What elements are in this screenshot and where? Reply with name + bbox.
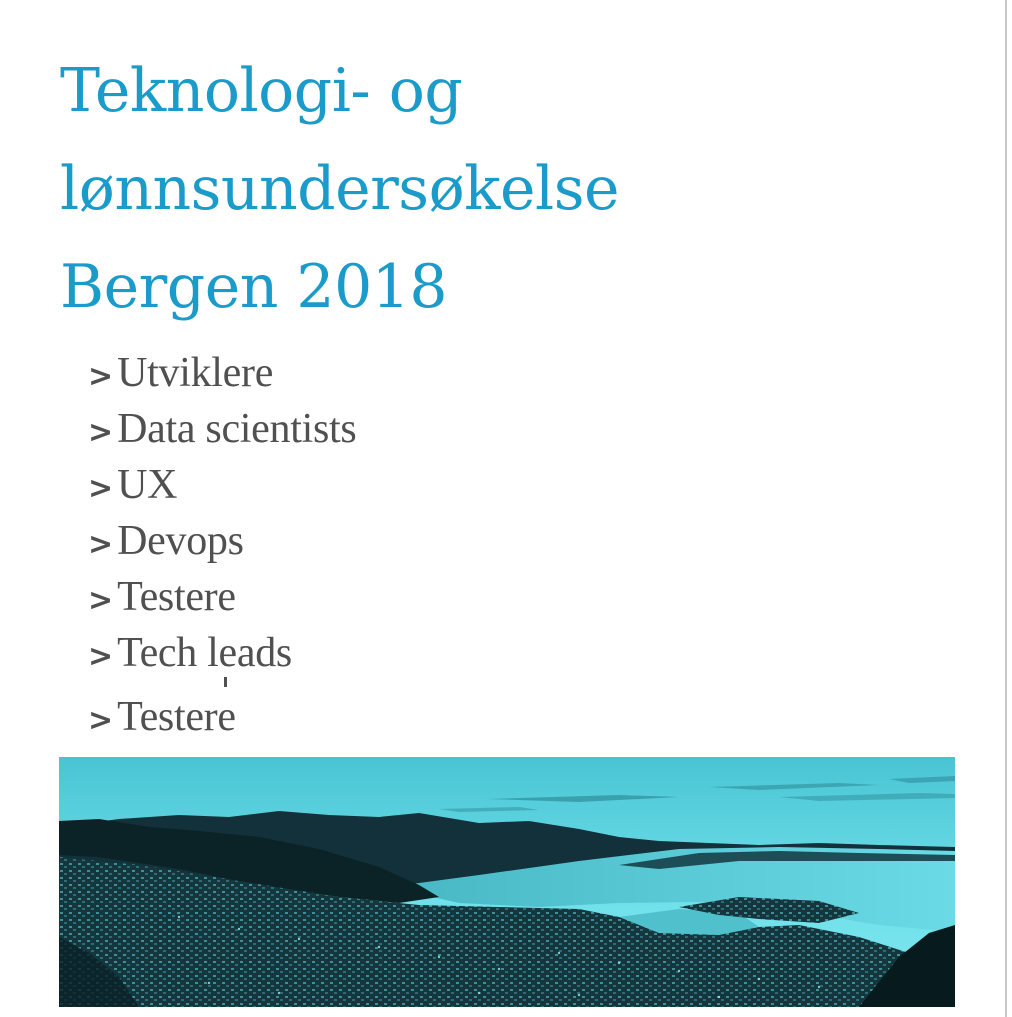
role-item-devops [88,513,356,569]
role-item-data-scientists [88,401,356,457]
bullet-arrow-icon: > [88,639,114,674]
title-line-3: Bergen 2018 [60,252,448,322]
role-label: Devops [117,518,244,564]
bullet-arrow-icon: > [88,471,114,506]
page-edge-divider [1005,0,1007,1017]
bullet-arrow-icon: > [88,527,114,562]
bullet-arrow-icon: > [88,703,114,738]
bullet-arrow-icon: > [88,415,114,450]
role-label: Testere [117,694,236,740]
report-title [60,42,619,336]
role-label: Tech leads [117,630,292,676]
title-line-2: lønnsundersøkelse [60,154,620,224]
role-label: Testere [117,574,236,620]
role-list [88,345,356,745]
role-item-testere-repeat [88,689,356,745]
bergen-city-photo [59,757,955,1007]
bullet-arrow-icon: > [88,583,114,618]
role-item-tech-leads [88,625,356,681]
role-label: Data scientists [117,406,357,452]
bullet-arrow-icon: > [88,359,114,394]
role-item-testere [88,569,356,625]
stray-text-mark [224,677,227,687]
role-item-utviklere [88,345,356,401]
role-label: Utviklere [117,350,274,396]
role-label: UX [117,462,178,508]
role-item-ux [88,457,356,513]
title-line-1: Teknologi- og [60,56,463,126]
